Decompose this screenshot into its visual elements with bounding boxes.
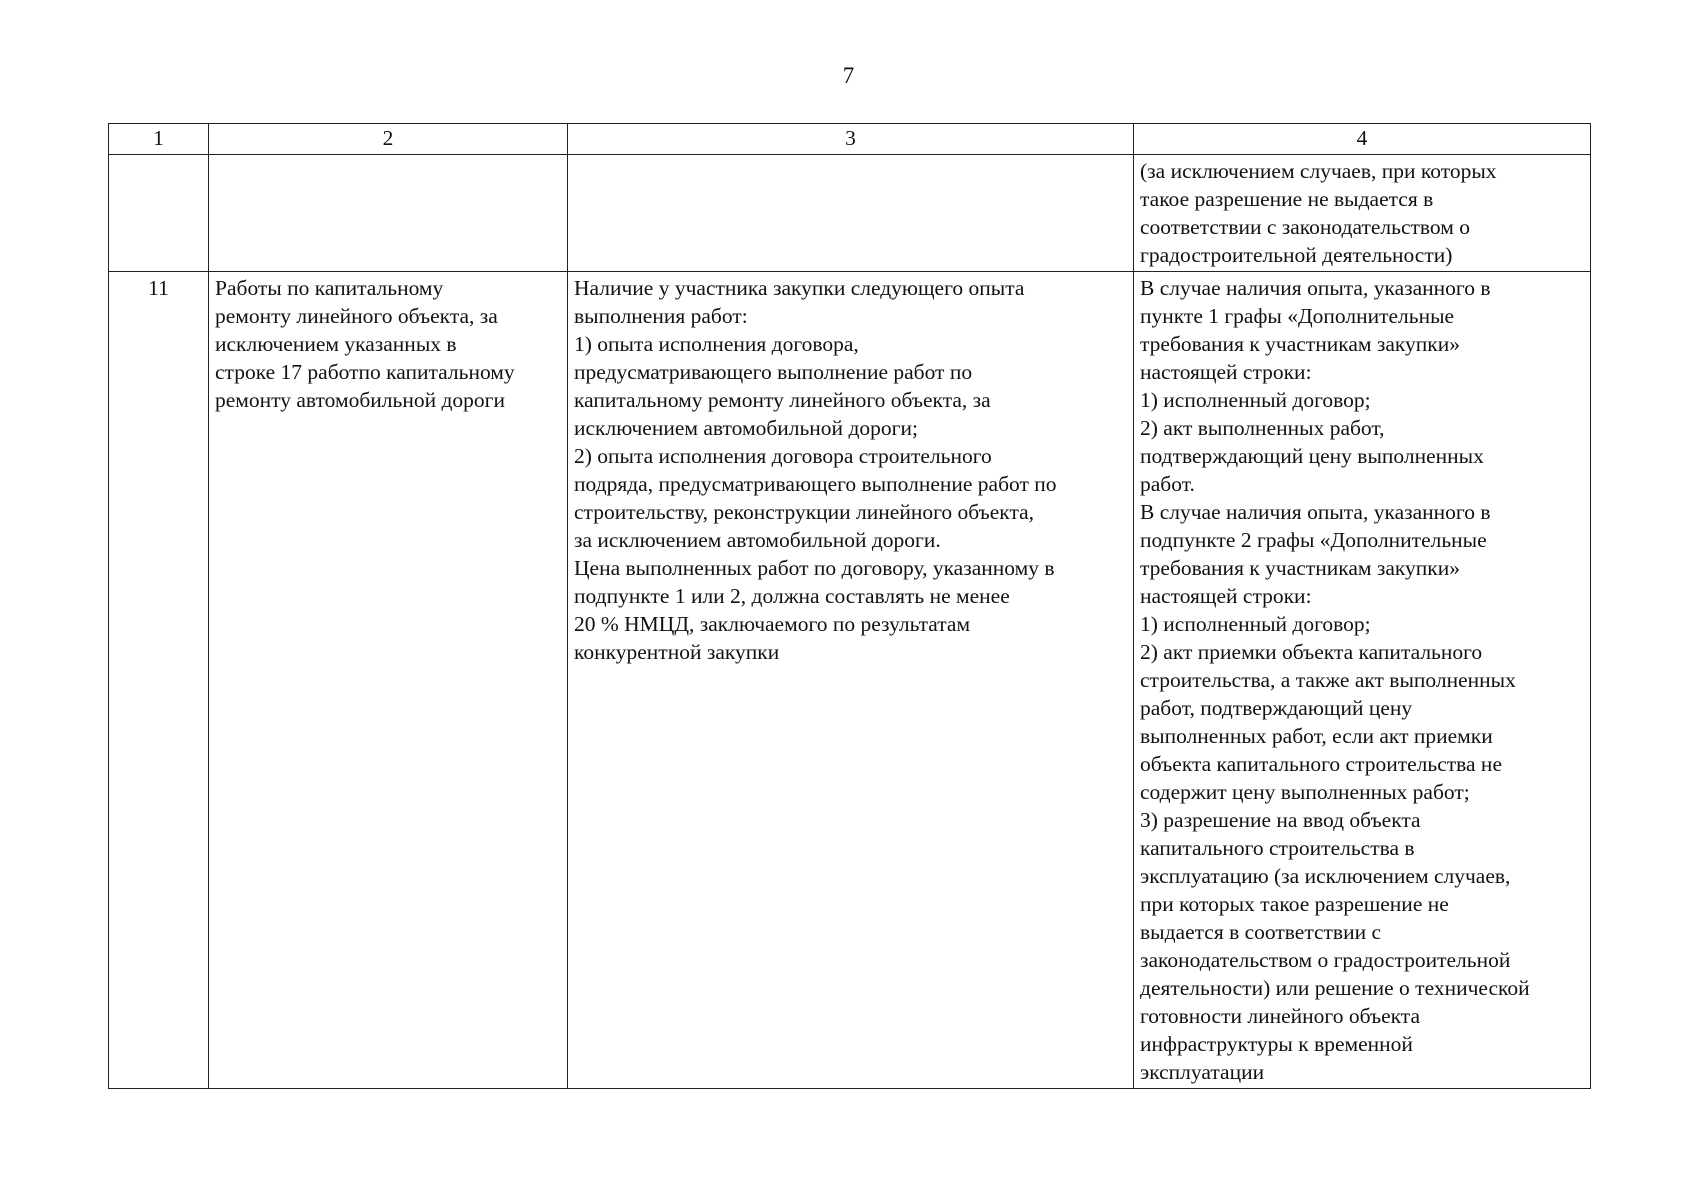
text-line: пункте 1 графы «Дополнительные	[1140, 304, 1455, 328]
text-line: ремонту линейного объекта, за	[215, 304, 498, 328]
text-line: подпункте 2 графы «Дополнительные	[1140, 528, 1487, 552]
text-line: требования к участникам закупки»	[1140, 332, 1460, 356]
work-type-cell	[209, 272, 568, 1089]
text-line: 2) акт приемки объекта капитального	[1140, 640, 1483, 664]
text-line: 2) акт выполненных работ,	[1140, 416, 1385, 440]
cell-continuation-col1	[109, 155, 209, 272]
text-line: подряда, предусматривающего выполнение работ по	[574, 472, 1057, 496]
text-line: капитальному ремонту линейного объекта, за	[574, 388, 991, 412]
text-line: при которых такое разрешение не	[1140, 892, 1449, 916]
text-line: содержит цену выполненных работ;	[1140, 780, 1470, 804]
text-line: В случае наличия опыта, указанного в	[1140, 276, 1491, 300]
table-header-row	[109, 124, 1591, 155]
text-line: Цена выполненных работ по договору, указанному в	[574, 556, 1055, 580]
text-line: выдается в соответствии с	[1140, 920, 1382, 944]
column-number-3: 3	[568, 124, 1134, 155]
text-line: строительству, реконструкции линейного объекта,	[574, 500, 1035, 524]
confirmation-documents-cell	[1134, 272, 1591, 1089]
text-line: В случае наличия опыта, указанного в	[1140, 500, 1491, 524]
text-line: работ.	[1140, 472, 1195, 496]
text-line: объекта капитального строительства не	[1140, 752, 1502, 776]
column-number-2: 2	[209, 124, 568, 155]
column-number-4: 4	[1134, 124, 1591, 155]
text-line: предусматривающего выполнение работ по	[574, 360, 973, 384]
cell-continuation-col2	[209, 155, 568, 272]
text-line: за исключением автомобильной дороги.	[574, 528, 941, 552]
text-line: соответствии с законодательством о	[1140, 215, 1470, 239]
text-line: 2) опыта исполнения договора строительного	[574, 444, 992, 468]
text-line: капитального строительства в	[1140, 836, 1415, 860]
additional-requirements-cell	[568, 272, 1134, 1089]
text-line: конкурентной закупки	[574, 640, 780, 664]
text-line: исключением автомобильной дороги;	[574, 416, 918, 440]
text-line: строительства, а также акт выполненных	[1140, 668, 1516, 692]
cell-continuation-col3	[568, 155, 1134, 272]
text-line: исключением указанных в	[215, 332, 457, 356]
text-line: 1) исполненный договор;	[1140, 612, 1371, 636]
text-line: такое разрешение не выдается в	[1140, 187, 1434, 211]
text-line: (за исключением случаев, при которых	[1140, 159, 1497, 183]
text-line: Работы по капитальному	[215, 276, 444, 300]
text-line: требования к участникам закупки»	[1140, 556, 1460, 580]
page-number: 7	[842, 63, 855, 88]
row-number-cell: 11	[109, 272, 209, 1089]
text-line: подтверждающий цену выполненных	[1140, 444, 1484, 468]
text-line: 1) опыта исполнения договора,	[574, 332, 859, 356]
text-line: готовности линейного объекта	[1140, 1004, 1421, 1028]
text-line: выполнения работ:	[574, 304, 748, 328]
table-row-continuation	[109, 155, 1591, 272]
text-line: выполненных работ, если акт приемки	[1140, 724, 1493, 748]
text-line: настоящей строки:	[1140, 584, 1312, 608]
text-line: 1) исполненный договор;	[1140, 388, 1371, 412]
text-line: 20 % НМЦД, заключаемого по результатам	[574, 612, 971, 636]
text-line: строке 17 работпо капитальному	[215, 360, 515, 384]
cell-continuation-col4	[1134, 155, 1591, 272]
text-line: подпункте 1 или 2, должна составлять не менее	[574, 584, 1010, 608]
text-line: инфраструктуры к временной	[1140, 1032, 1413, 1056]
text-line: настоящей строки:	[1140, 360, 1312, 384]
column-number-1: 1	[109, 124, 209, 155]
text-line: ремонту автомобильной дороги	[215, 388, 505, 412]
text-line: законодательством о градостроительной	[1140, 948, 1511, 972]
text-line: Наличие у участника закупки следующего опыта	[574, 276, 1025, 300]
requirements-table	[108, 123, 1591, 1089]
table-row-11	[109, 272, 1591, 1089]
text-line: 3) разрешение на ввод объекта	[1140, 808, 1421, 832]
text-line: деятельности) или решение о технической	[1140, 976, 1530, 1000]
text-line: эксплуатацию (за исключением случаев,	[1140, 864, 1511, 888]
text-line: градостроительной деятельности)	[1140, 243, 1453, 267]
text-line: эксплуатации	[1140, 1060, 1265, 1084]
text-line: работ, подтверждающий цену	[1140, 696, 1413, 720]
